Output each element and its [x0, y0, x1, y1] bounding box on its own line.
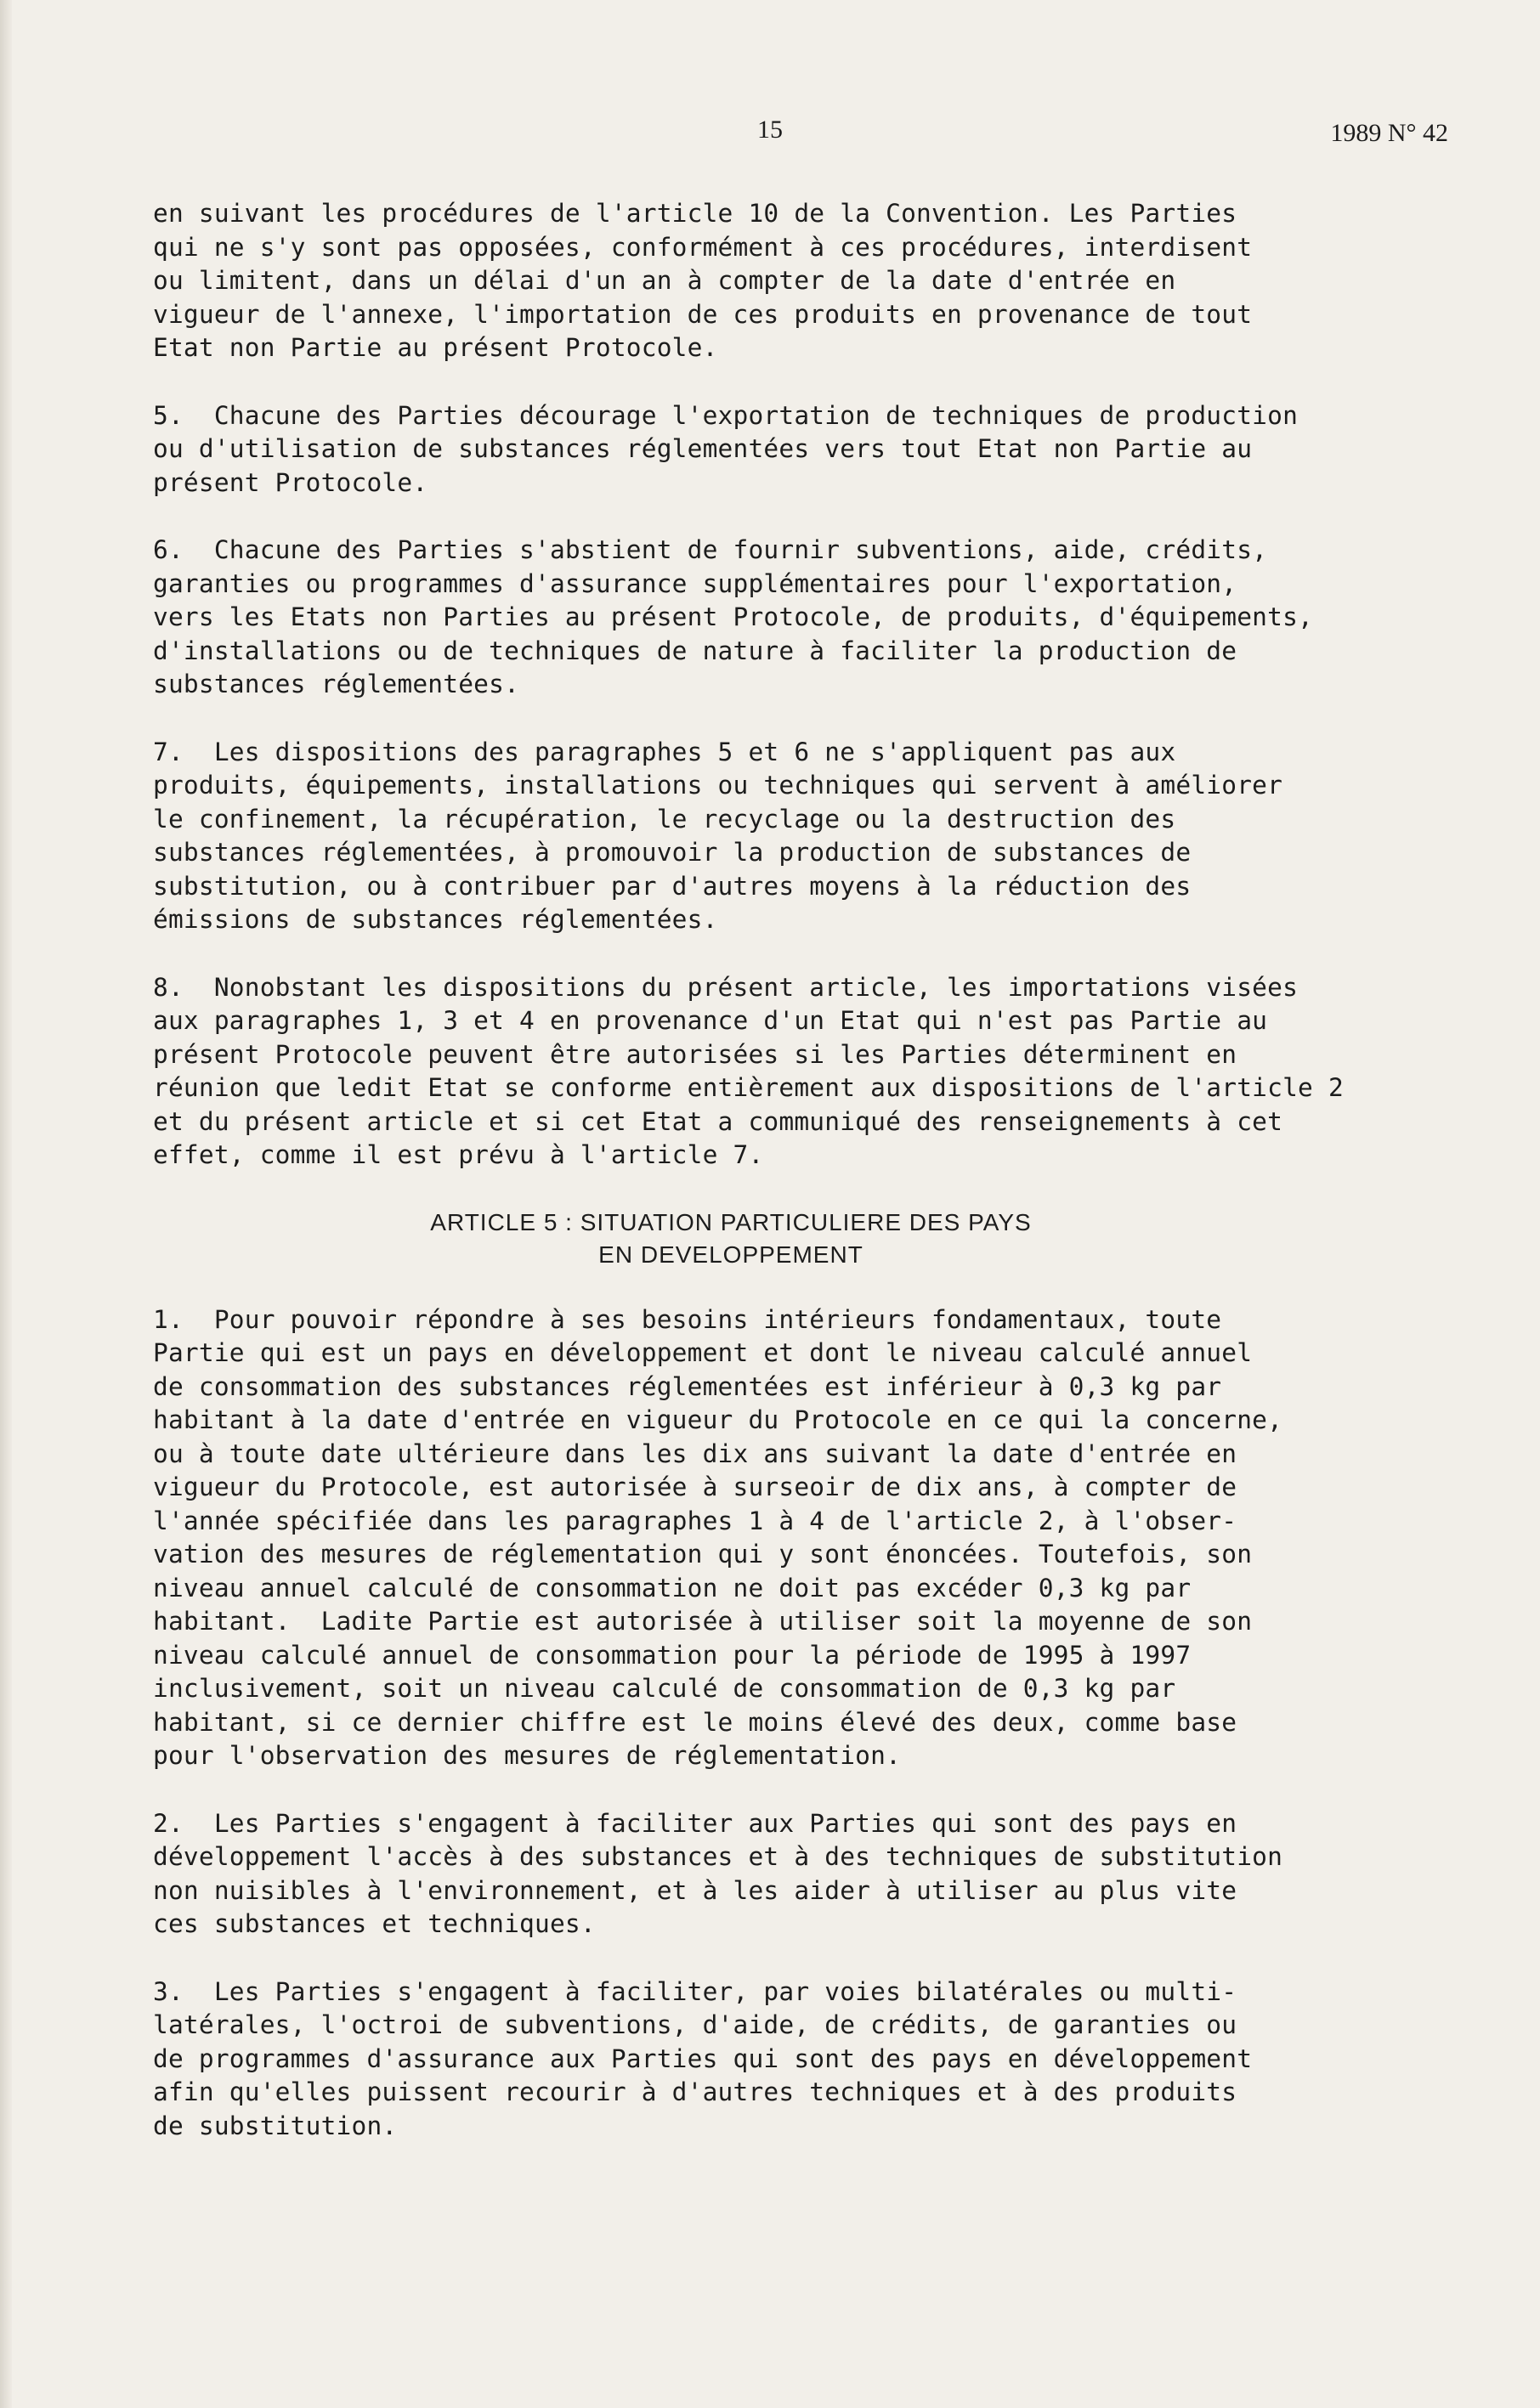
- article4-paragraph-8: 8. Nonobstant les dispositions du présent article, les importations visées aux paragraphes 1, 3 et 4 en provenance d'un Etat qui n'est pas Partie au présent Protocole peuvent être autorisées si les Parties déterminent en réunion que ledit Etat se conforme entièrement aux dispositions de l'article 2 et du présent article et si cet Etat a communiqué des renseignements à cet effet, comme il est prévu à l'article 7.: [153, 972, 1344, 1169]
- article4-paragraph-5: 5. Chacune des Parties décourage l'exportation de techniques de production ou d'utilisation de substances réglementées vers tout Etat non Partie au présent Protocole.: [153, 400, 1299, 497]
- article5-paragraph-1: 1. Pour pouvoir répondre à ses besoins intérieurs fondamentaux, toute Partie qui est un pays en développement et dont le niveau calculé annuel de consommation des substances réglementées est inférieur à 0,3 kg par habitant à la date d'entrée en vigueur du Protocole en ce qui la concerne, ou à toute date ultérieure dans les dix ans suivant la date d'entrée en vigueur du Protocole, est autorisée à surseoir de dix ans, à compter de l'année spécifiée dans les paragraphes 1 à 4 de l'article 2, à l'obser- vation des mesures de réglementation qui y sont énoncées. Toutefois, son niveau annuel calculé de consommation ne doit pas excéder 0,3 kg par habitant. Ladite Partie est autorisée à utiliser soit la moyenne de son niveau calculé annuel de consommation pour la période de 1995 à 1997 inclusivement, soit un niveau calculé de consommation de 0,3 kg par habitant, si ce dernier chiffre est le moins élevé des deux, comme base pour l'observation des mesures de réglementation.: [153, 1304, 1283, 1770]
- document-body: [153, 197, 1462, 2177]
- article5-paragraph-2: 2. Les Parties s'engagent à faciliter aux Parties qui sont des pays en développement l'accès à des substances et à des techniques de substitution non nuisibles à l'environnement, et à les aider à utiliser au plus vite ces substances et techniques.: [153, 1808, 1283, 1938]
- article4-paragraph-7: 7. Les dispositions des paragraphes 5 et 6 ne s'appliquent pas aux produits, équipements, installations ou techniques qui servent à améliorer le confinement, la récupération, le recyclage ou la destruction des substances réglementées, à promouvoir la production de substances de substitution, ou à contribuer par d'autres moyens à la réduction des émissions de substances réglementées.: [153, 737, 1283, 934]
- article5-paragraph-3: 3. Les Parties s'engagent à faciliter, par voies bilatérales ou multi- latérales, l'octroi de subventions, d'aide, de crédits, de garanties ou de programmes d'assurance aux Parties qui sont des pays en développement afin qu'elles puissent recourir à d'autres techniques et à des produits de substitution.: [153, 1976, 1253, 2140]
- page-edge-shadow: [0, 0, 12, 2408]
- article5-heading-line2: EN DEVELOPPEMENT: [598, 1241, 863, 1268]
- article4-paragraph-6: 6. Chacune des Parties s'abstient de fournir subventions, aide, crédits, garanties ou programmes d'assurance supplémentaires pour l'exportation, vers les Etats non Parties au présent Protocole, de produits, d'équipements, d'installations ou de techniques de nature à faciliter la production de substances réglementées.: [153, 535, 1313, 698]
- article5-heading-line1: ARTICLE 5 : SITUATION PARTICULIERE DES PAYS: [430, 1208, 1032, 1235]
- issue-number: 1989 N° 42: [1330, 119, 1448, 147]
- article4-continuation-paragraph: en suivant les procédures de l'article 10 de la Convention. Les Parties qui ne s'y sont pas opposées, conformément à ces procédures, interdisent ou limitent, dans un délai d'un an à compter de la date d'entrée en vigueur de l'annexe, l'importation de ces produits en provenance de tout Etat non Partie au présent Protocole.: [153, 199, 1253, 362]
- article5-heading: [153, 1207, 1462, 1271]
- page-number: 15: [757, 116, 783, 144]
